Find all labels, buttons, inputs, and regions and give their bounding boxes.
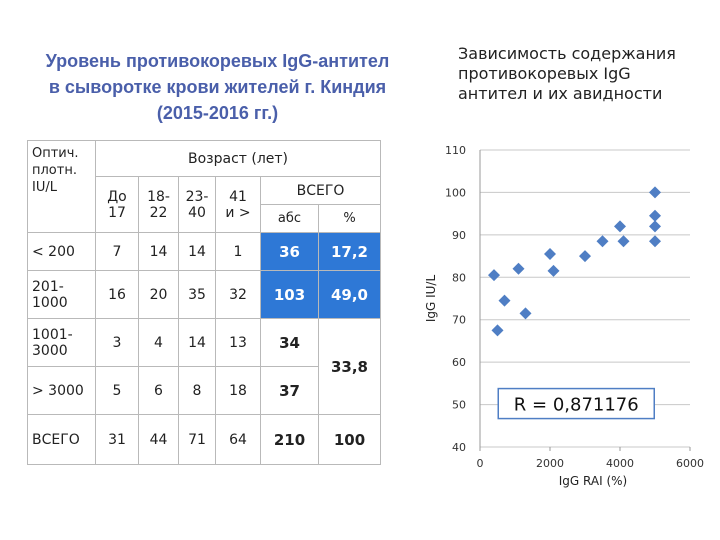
right-title-line-3: антител и их авидности [458,84,663,103]
table-cell: 7 [96,233,139,271]
row-label-line: 1001- [32,326,73,343]
row-label: > 3000 [28,367,96,415]
pct-cell-highlight: 49,0 [319,271,381,319]
annotation-text: R = 0,871176 [513,394,639,416]
data-point [548,265,560,277]
data-point [488,269,500,281]
row-label-line: 201- [32,278,64,295]
y-tick-label: 90 [452,228,466,242]
row-label: < 200 [28,233,96,271]
abs-cell: 37 [261,367,319,415]
data-point [649,235,661,247]
table-cell: 31 [96,415,139,465]
table-cell: 14 [139,233,179,271]
abs-cell-highlight: 103 [261,271,319,319]
table-cell: 4 [139,319,179,367]
table-cell: 64 [216,415,261,465]
table-cell: 18 [216,367,261,415]
y-tick-label: 70 [452,313,466,327]
pct-cell: 100 [319,415,381,465]
abs-cell: 210 [261,415,319,465]
age-group-line: 40 [188,204,206,221]
data-point [614,220,626,232]
table-cell: 6 [139,367,179,415]
x-axis-label: IgG RAI (%) [558,474,628,488]
table-cell: 20 [139,271,179,319]
data-point [597,235,609,247]
data-point [649,186,661,198]
table-cell: 8 [179,367,216,415]
merged-pct-cell: 33,8 [319,319,381,415]
density-header-line-2: плотн. [32,163,77,178]
y-tick-label: 40 [452,441,466,454]
table-cell: 1 [216,233,261,271]
data-point [492,324,504,336]
data-point [579,250,591,262]
table-cell: 32 [216,271,261,319]
data-point [649,210,661,222]
x-tick-label: 6000 [676,457,704,470]
age-group-line: 18- [147,188,170,205]
density-header-line-1: Оптич. [32,146,79,161]
data-point [618,235,630,247]
age-group-line: и > [225,204,251,221]
table-cell: 44 [139,415,179,465]
y-axis-label: IgG IU/L [424,274,438,323]
table-cell: 3 [96,319,139,367]
data-point [520,307,532,319]
total-header: ВСЕГО [261,177,381,205]
density-header-line-3: IU/L [32,180,57,195]
abs-header: абс [261,205,319,233]
data-point [544,248,556,260]
y-tick-label: 100 [445,186,466,200]
table-cell: 35 [179,271,216,319]
abs-cell: 34 [261,319,319,367]
row-label: ВСЕГО [28,415,96,465]
data-point [499,295,511,307]
y-tick-label: 80 [452,271,466,285]
data-point [649,220,661,232]
age-group-line: 23- [185,188,209,205]
x-tick-label: 0 [476,457,484,470]
abs-cell-highlight: 36 [261,233,319,271]
pct-cell-highlight: 17,2 [319,233,381,271]
pct-header: % [319,205,381,233]
left-title-line-3: (2015-2016 гг.) [156,103,279,123]
left-title-line-2: в сыворотке крови жителей г. Киндия [48,77,387,97]
age-header: Возраст (лет) [96,141,381,177]
y-tick-label: 60 [452,356,466,370]
right-title-line-2: противокоревых IgG [458,64,631,83]
y-tick-label: 50 [452,398,466,412]
y-tick-label: 110 [445,144,466,157]
age-group-line: 22 [149,204,168,221]
table-cell: 14 [179,233,216,271]
table-cell: 16 [96,271,139,319]
age-group-line: 17 [108,204,126,221]
age-group-line: До [107,188,127,205]
table-cell: 5 [96,367,139,415]
data-point [513,263,525,275]
x-tick-label: 2000 [536,457,564,470]
table-cell: 14 [179,319,216,367]
row-label-line: 3000 [32,342,68,359]
left-title-line-1: Уровень противокоревых IgG-антител [45,51,390,71]
table-cell: 13 [216,319,261,367]
right-title-line-1: Зависимость содержания [458,44,676,63]
table-cell: 71 [179,415,216,465]
row-label-line: 1000 [32,294,68,311]
x-tick-label: 4000 [606,457,634,470]
age-group-line: 41 [229,188,247,205]
